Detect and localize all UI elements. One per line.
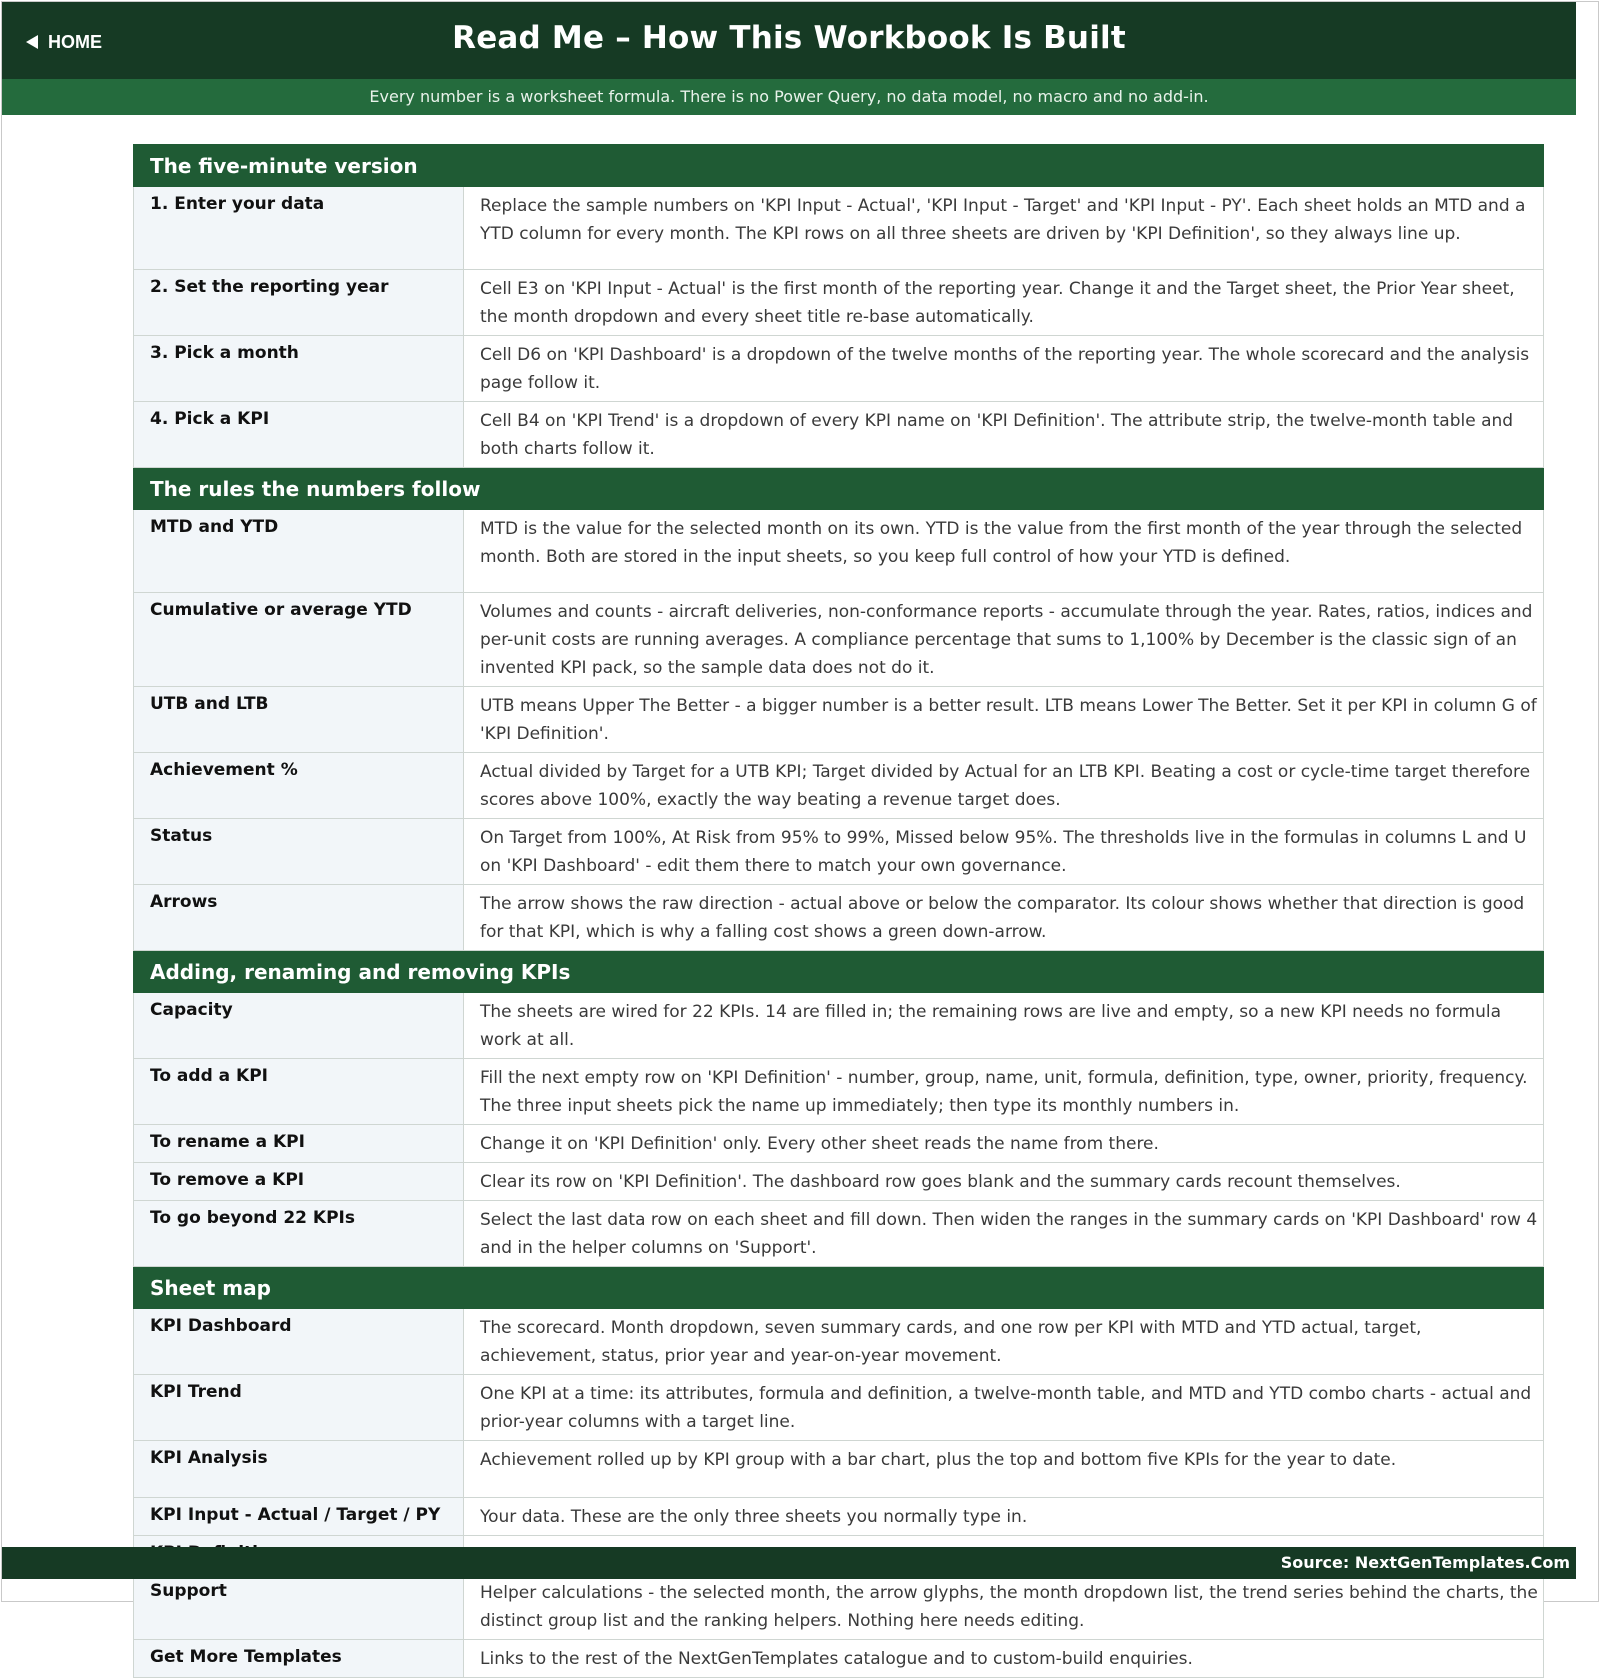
row-label: UTB and LTB [134,687,464,753]
row-description: The arrow shows the raw direction - actual above or below the comparator. Its colour shows whether that direction is good for that KPI, which is why a falling cost shows a green down-arrow. [464,885,1544,951]
table-row [134,819,1544,885]
table-row [134,1059,1544,1125]
readme-table [133,144,1544,1678]
row-description: The scorecard. Month dropdown, seven summary cards, and one row per KPI with MTD and YTD actual, target, achievement, status, prior year and year-on-year movement. [464,1309,1544,1375]
row-description: Cell E3 on 'KPI Input - Actual' is the first month of the reporting year. Change it and the Target sheet, the Prior Year sheet, the month dropdown and every sheet title re-base automatically. [464,270,1544,336]
row-label: Achievement % [134,753,464,819]
table-row [134,885,1544,951]
row-label: Status [134,819,464,885]
page-subtitle: Every number is a worksheet formula. There is no Power Query, no data model, no macro and no add-in. [2,79,1576,115]
row-label: 4. Pick a KPI [134,402,464,468]
table-row [134,402,1544,468]
row-label: Arrows [134,885,464,951]
row-label: To add a KPI [134,1059,464,1125]
row-description: Volumes and counts - aircraft deliveries, non-conformance reports - accumulate through the year. Rates, ratios, indices and per-unit costs are running averages. A compliance percentage that sums to 1,100% by December is the classic sign of an invented KPI pack, so the sample data does not do it. [464,593,1544,687]
row-label: Support [134,1574,464,1640]
row-label: KPI Analysis [134,1441,464,1498]
table-row [134,1309,1544,1375]
row-label: Get More Templates [134,1640,464,1678]
section-title: Sheet map [134,1267,1544,1309]
row-description: One KPI at a time: its attributes, formula and definition, a twelve-month table, and MTD and YTD combo charts - actual and prior-year columns with a target line. [464,1375,1544,1441]
section-header-row [134,1267,1544,1309]
table-row [134,510,1544,593]
row-label: KPI Trend [134,1375,464,1441]
table-row [134,1163,1544,1201]
table-row [134,1640,1544,1678]
row-description: MTD is the value for the selected month on its own. YTD is the value from the first month of the year through the selected month. Both are stored in the input sheets, so you keep full control of how your YTD is defined. [464,510,1544,593]
table-row [134,1574,1544,1640]
row-description: Change it on 'KPI Definition' only. Every other sheet reads the name from there. [464,1125,1544,1163]
table-row [134,1441,1544,1498]
row-description: On Target from 100%, At Risk from 95% to 99%, Missed below 95%. The thresholds live in the formulas in columns L and U on 'KPI Dashboard' - edit them there to match your own governance. [464,819,1544,885]
section-title: Adding, renaming and removing KPIs [134,951,1544,993]
row-description: Replace the sample numbers on 'KPI Input - Actual', 'KPI Input - Target' and 'KPI Input - PY'. Each sheet holds an MTD and a YTD column for every month. The KPI rows on all three sheets are driven by 'KPI Definition', so they always line up. [464,187,1544,270]
row-description: Cell B4 on 'KPI Trend' is a dropdown of every KPI name on 'KPI Definition'. The attribute strip, the twelve-month table and both charts follow it. [464,402,1544,468]
table-row [134,270,1544,336]
section-header-row [134,145,1544,187]
row-label: To remove a KPI [134,1163,464,1201]
row-label: KPI Input - Actual / Target / PY [134,1498,464,1536]
row-label: 3. Pick a month [134,336,464,402]
table-row [134,753,1544,819]
table-row [134,1201,1544,1267]
row-label: 1. Enter your data [134,187,464,270]
table-row [134,187,1544,270]
row-label: KPI Dashboard [134,1309,464,1375]
row-description: Actual divided by Target for a UTB KPI; Target divided by Actual for an LTB KPI. Beating a cost or cycle-time target therefore scores above 100%, exactly the way beating a revenue target does. [464,753,1544,819]
section-header-row [134,468,1544,510]
row-description: Fill the next empty row on 'KPI Definition' - number, group, name, unit, formula, definition, type, owner, priority, frequency. The three input sheets pick the name up immediately; then type its monthly numbers in. [464,1059,1544,1125]
row-description: The sheets are wired for 22 KPIs. 14 are filled in; the remaining rows are live and empty, so a new KPI needs no formula work at all. [464,993,1544,1059]
header-bar [2,2,1576,79]
row-description: UTB means Upper The Better - a bigger number is a better result. LTB means Lower The Better. Set it per KPI in column G of 'KPI Definition'. [464,687,1544,753]
row-label: To go beyond 22 KPIs [134,1201,464,1267]
table-row [134,687,1544,753]
row-label: To rename a KPI [134,1125,464,1163]
row-description: Clear its row on 'KPI Definition'. The dashboard row goes blank and the summary cards recount themselves. [464,1163,1544,1201]
table-row [134,593,1544,687]
row-description: Your data. These are the only three sheets you normally type in. [464,1498,1544,1536]
row-description: Cell D6 on 'KPI Dashboard' is a dropdown of the twelve months of the reporting year. The whole scorecard and the analysis page follow it. [464,336,1544,402]
footer-source: Source: NextGenTemplates.Com [2,1547,1576,1579]
section-header-row [134,951,1544,993]
table-row [134,1375,1544,1441]
row-description: Helper calculations - the selected month, the arrow glyphs, the month dropdown list, the trend series behind the charts, the distinct group list and the ranking helpers. Nothing here needs editing. [464,1574,1544,1640]
table-row [134,993,1544,1059]
home-label: HOME [48,31,102,52]
page-title: Read Me – How This Workbook Is Built [452,20,1126,56]
row-label: 2. Set the reporting year [134,270,464,336]
row-description: Achievement rolled up by KPI group with a bar chart, plus the top and bottom five KPIs for the year to date. [464,1441,1544,1498]
row-label: Cumulative or average YTD [134,593,464,687]
section-title: The five-minute version [134,145,1544,187]
row-description: Select the last data row on each sheet and fill down. Then widen the ranges in the summary cards on 'KPI Dashboard' row 4 and in the helper columns on 'Support'. [464,1201,1544,1267]
table-row [134,1125,1544,1163]
row-description: Links to the rest of the NextGenTemplates catalogue and to custom-build enquiries. [464,1640,1544,1678]
table-row [134,1498,1544,1536]
section-title: The rules the numbers follow [134,468,1544,510]
row-label: MTD and YTD [134,510,464,593]
row-label: Capacity [134,993,464,1059]
table-row [134,336,1544,402]
